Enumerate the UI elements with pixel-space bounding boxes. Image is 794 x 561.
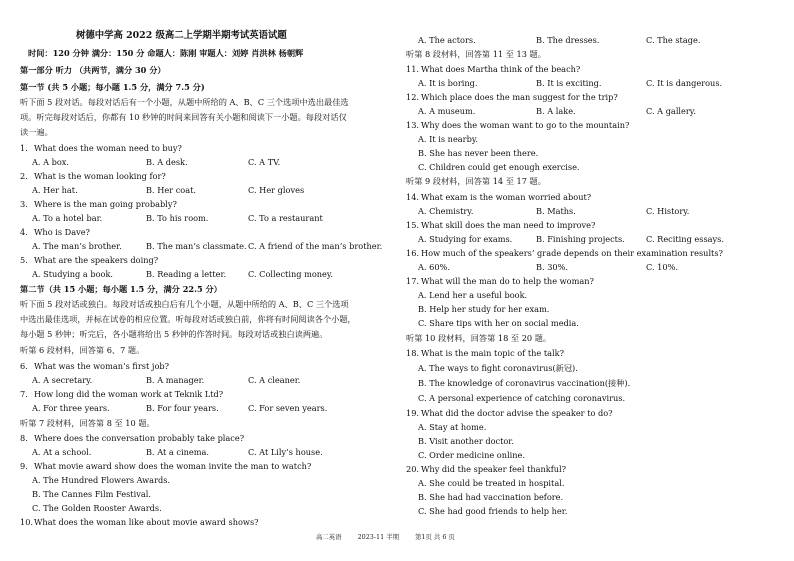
option-c: C. A cleaner. <box>248 375 301 385</box>
option-b: B. At a cinema. <box>146 447 209 457</box>
option-b: B. The Cannes Film Festival. <box>32 489 151 499</box>
option-a: A. It is nearby. <box>418 134 478 144</box>
question-text: Where is the man going probably? <box>34 199 177 209</box>
option-a: A. Her hat. <box>32 185 78 195</box>
option-b: B. To his room. <box>146 213 209 223</box>
section2-instruction-line: 每小题 5 秒钟；听完后，各小题将给出 5 秒钟的作答时间。每段对话或独白读两遍。 <box>20 329 328 339</box>
question-text: How much of the speakers’ grade depends on their examination results? <box>421 248 723 258</box>
question-number: 10. <box>20 517 34 527</box>
option-b: B. A desk. <box>146 157 188 167</box>
option-a: A. 60%. <box>418 262 450 272</box>
option-a: A. A museum. <box>418 106 476 116</box>
footer-subject: 高二英语 <box>316 533 342 541</box>
question-text: What did the doctor advise the speaker to do? <box>421 408 613 418</box>
question-text: Why did the speaker feel thankful? <box>421 464 567 474</box>
question-number: 20. <box>406 464 420 474</box>
question-number: 4. <box>20 227 28 237</box>
option-a: A. A box. <box>32 157 70 167</box>
option-b: B. Finishing projects. <box>536 234 625 244</box>
option-a: A. Studying for exams. <box>418 234 513 244</box>
footer-date: 2023-11 半期 <box>357 533 399 541</box>
material-note: 听第 6 段材料，回答第 6、7 题。 <box>20 345 145 355</box>
question-number: 16. <box>406 248 420 258</box>
section1-instruction-line: 听下面 5 段对话。每段对话后有一个小题，从题中所给的 A、B、C 三个选项中选出最佳选 <box>20 97 349 107</box>
section2-instruction-line: 听下面 5 段对话或独白。每段对话或独白后有几个小题，从题中所给的 A、B、C 三个选项 <box>20 299 349 309</box>
option-b: B. For four years. <box>146 403 219 413</box>
option-c: C. Reciting essays. <box>646 234 724 244</box>
question-number: 5. <box>20 255 28 265</box>
question-number: 17. <box>406 276 420 286</box>
section1-heading: 第一节 (共 5 小题；每小题 1.5 分，满分 7.5 分) <box>20 82 205 92</box>
section1-instruction-line: 项。听完每段对话后，你都有 10 秒钟的时间来回答有关小题和阅读下一小题。每段对话仅 <box>20 112 347 122</box>
option-c: C. History. <box>646 206 690 216</box>
question-number: 14. <box>406 192 420 202</box>
question-text: What was the woman’s first job? <box>34 361 169 371</box>
option-a: A. A secretary. <box>32 375 93 385</box>
option-b: B. A lake. <box>536 106 576 116</box>
option-c: C. She had good friends to help her. <box>418 506 568 516</box>
question-text: What are the speakers doing? <box>34 255 159 265</box>
option-a: A. The actors. <box>418 35 476 45</box>
exam-title: 树德中学高 2022 级高二上学期半期考试英语试题 <box>76 30 287 41</box>
option-b: B. Visit another doctor. <box>418 436 514 446</box>
option-a: A. The Hundred Flowers Awards. <box>32 475 171 485</box>
option-c: C. A TV. <box>248 157 281 167</box>
option-a: A. Chemistry. <box>418 206 474 216</box>
option-c: C. Her gloves <box>248 185 305 195</box>
option-b: B. She has never been there. <box>418 148 539 158</box>
question-number: 6. <box>20 361 28 371</box>
option-a: A. It is boring. <box>418 78 478 88</box>
option-c: C. A personal experience of catching coronavirus. <box>418 393 626 403</box>
option-b: B. She had had vaccination before. <box>418 492 564 502</box>
question-number: 19. <box>406 408 420 418</box>
section1-instruction-line: 读一遍。 <box>20 127 53 137</box>
question-number: 3. <box>20 199 28 209</box>
section2-instruction-line: 中选出最佳选项，并标在试卷的相应位置。听每段对话或独白前，你将有时间阅读各个小题， <box>20 314 356 324</box>
question-number: 1. <box>20 143 28 153</box>
option-c: C. To a restaurant <box>248 213 323 223</box>
section2-heading: 第二节（共 15 小题；每小题 1.5 分，满分 22.5 分） <box>20 284 222 294</box>
exam-meta: 时间：120 分钟 满分：150 分 命题人：陈刚 审题人：刘婷 肖洪林 杨朝辉 <box>28 48 304 58</box>
option-c: C. At Lily’s house. <box>248 447 323 457</box>
option-c: C. The Golden Rooster Awards. <box>32 503 162 513</box>
option-c: C. For seven years. <box>248 403 328 413</box>
question-text: Why does the woman want to go to the mountain? <box>421 120 630 130</box>
option-c: C. A gallery. <box>646 106 696 116</box>
question-text: How long did the woman work at Teknik Ltd? <box>34 389 224 399</box>
material-note: 听第 10 段材料，回答第 18 至 20 题。 <box>406 333 552 343</box>
question-text: Which place does the man suggest for the trip? <box>421 92 618 102</box>
question-text: What is the woman looking for? <box>34 171 166 181</box>
material-note: 听第 9 段材料，回答第 14 至 17 题。 <box>406 176 546 186</box>
question-number: 12. <box>406 92 420 102</box>
option-a: A. To a hotel bar. <box>32 213 103 223</box>
page-footer <box>316 532 469 541</box>
question-number: 13. <box>406 120 420 130</box>
option-b: B. Reading a letter. <box>146 269 227 279</box>
option-c: C. A friend of the man’s brother. <box>248 241 383 251</box>
option-b: B. It is exciting. <box>536 78 602 88</box>
question-number: 15. <box>406 220 420 230</box>
question-number: 8. <box>20 433 28 443</box>
option-c: C. Share tips with her on social media. <box>418 318 579 328</box>
option-a: A. At a school. <box>32 447 92 457</box>
option-c: C. It is dangerous. <box>646 78 723 88</box>
material-note: 听第 8 段材料，回答第 11 至 13 题。 <box>406 49 546 59</box>
question-number: 11. <box>406 64 420 74</box>
option-a: A. She could be treated in hospital. <box>418 478 565 488</box>
question-text: What does Martha think of the beach? <box>421 64 581 74</box>
option-c: C. The stage. <box>646 35 701 45</box>
question-number: 2. <box>20 171 28 181</box>
option-c: C. 10%. <box>646 262 678 272</box>
option-a: A. Stay at home. <box>418 422 487 432</box>
option-b: B. Help her study for her exam. <box>418 304 550 314</box>
question-text: What is the main topic of the talk? <box>421 348 565 358</box>
question-text: What does the woman like about movie award shows? <box>34 517 259 527</box>
option-b: B. Maths. <box>536 206 576 216</box>
question-number: 7. <box>20 389 28 399</box>
option-b: B. The dresses. <box>536 35 600 45</box>
option-a: A. The man’s brother. <box>32 241 122 251</box>
option-a: A. The ways to fight coronavirus(新冠). <box>418 363 578 373</box>
option-b: B. Her coat. <box>146 185 197 195</box>
question-text: What does the woman need to buy? <box>34 143 182 153</box>
question-text: What exam is the woman worried about? <box>421 192 592 202</box>
question-text: What movie award show does the woman invite the man to watch? <box>34 461 312 471</box>
option-c: C. Children could get enough exercise. <box>418 162 580 172</box>
question-number: 9. <box>20 461 28 471</box>
option-b: B. The knowledge of coronavirus vaccination(接种). <box>418 378 631 388</box>
option-a: A. Lend her a useful book. <box>418 290 528 300</box>
question-text: What will the man do to help the woman? <box>421 276 594 286</box>
part1-heading: 第一部分 听力 （共两节，满分 30 分） <box>20 65 166 75</box>
option-b: B. A manager. <box>146 375 205 385</box>
option-c: C. Order medicine online. <box>418 450 525 460</box>
option-a: A. For three years. <box>32 403 110 413</box>
option-b: B. 30%. <box>536 262 569 272</box>
footer-page-number: 第1页 共 6 页 <box>415 533 455 541</box>
option-c: C. Collecting money. <box>248 269 334 279</box>
option-b: B. The man’s classmate. <box>146 241 247 251</box>
question-text: Where does the conversation probably take place? <box>34 433 245 443</box>
question-number: 18. <box>406 348 420 358</box>
question-text: Who is Dave? <box>34 227 90 237</box>
option-a: A. Studying a book. <box>32 269 114 279</box>
question-text: What skill does the man need to improve? <box>421 220 596 230</box>
material-note: 听第 7 段材料，回答第 8 至 10 题。 <box>20 418 155 428</box>
